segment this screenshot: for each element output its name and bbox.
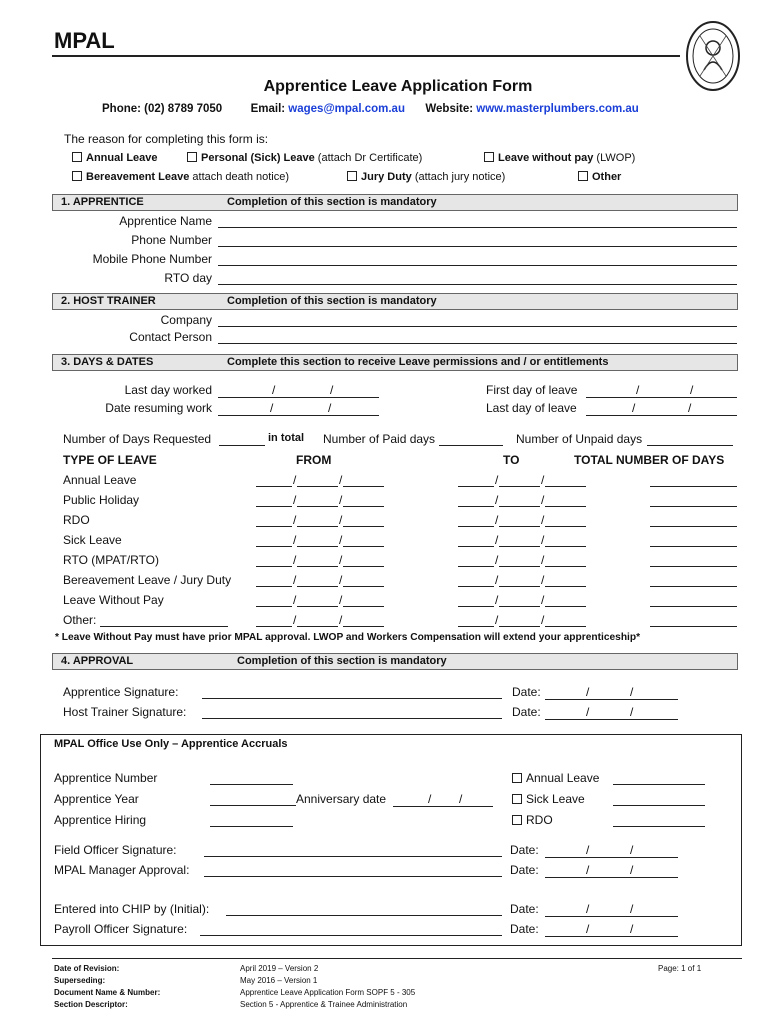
apprentice-name-field[interactable] [218, 227, 737, 228]
apprentice-hiring-field[interactable] [210, 826, 293, 827]
company-label: Company [160, 313, 212, 327]
apprentice-number-label: Apprentice Number [54, 771, 158, 785]
form-title: Apprentice Leave Application Form [263, 78, 533, 95]
section-title: 2. HOST TRAINER [61, 295, 156, 307]
checkbox-icon [347, 171, 357, 181]
reason-annual-label: Annual Leave [86, 152, 158, 164]
section-note: Completion of this section is mandatory [227, 196, 437, 208]
apprentice-number-field[interactable] [210, 784, 293, 785]
payroll-date-label: Date: [510, 922, 539, 936]
phone-number-field[interactable] [218, 246, 737, 247]
chip-date-field[interactable]: / / [545, 902, 678, 917]
apprentice-signature-label: Apprentice Signature: [63, 685, 179, 699]
manager-approval-field[interactable] [204, 876, 502, 877]
leave-total-days-field[interactable] [650, 606, 737, 607]
rto-day-label: RTO day [164, 271, 212, 285]
footer-label-document: Document Name & Number: [54, 988, 161, 997]
accrual-rdo-option[interactable] [512, 813, 553, 827]
accrual-sick-label: Sick Leave [526, 792, 585, 806]
days-requested-field[interactable] [219, 445, 265, 446]
manager-date-field[interactable]: / / [545, 863, 678, 878]
footer-label-section: Section Descriptor: [54, 1000, 128, 1009]
checkbox-icon [187, 152, 197, 162]
reason-intro: The reason for completing this form is: [64, 132, 269, 146]
col-total-days: TOTAL NUMBER OF DAYS [574, 453, 725, 467]
leave-to-date-field[interactable]: / / [458, 533, 586, 547]
anniversary-date-field[interactable]: / / [393, 792, 493, 807]
website-link[interactable]: www.masterplumbers.com.au [476, 103, 639, 115]
paid-days-field[interactable] [439, 445, 503, 446]
manager-date-label: Date: [510, 863, 539, 877]
leave-from-date-field[interactable]: / / [256, 533, 384, 547]
mobile-phone-label: Mobile Phone Number [92, 252, 212, 266]
leave-from-date-field[interactable]: / / [256, 573, 384, 587]
leave-total-days-field[interactable] [650, 486, 737, 487]
office-use-title: MPAL Office Use Only – Apprentice Accruals [54, 738, 288, 750]
checkbox-icon [72, 171, 82, 181]
checkbox-icon [72, 152, 82, 162]
reason-jury-note: (attach jury notice) [414, 171, 506, 183]
leave-type-label: Leave Without Pay [63, 593, 164, 607]
leave-from-date-field[interactable]: / / [256, 513, 384, 527]
reason-annual-option[interactable] [72, 152, 158, 164]
last-day-worked-date-field[interactable]: / / [218, 383, 379, 398]
footer-value-superseding: May 2016 – Version 1 [240, 976, 318, 985]
field-officer-signature-label: Field Officer Signature: [54, 843, 177, 857]
leave-from-date-field[interactable]: / / [256, 553, 384, 567]
apprentice-signature-field[interactable] [202, 698, 502, 699]
leave-to-date-field[interactable]: / / [458, 593, 586, 607]
footer-labels [54, 963, 160, 1011]
footer-label-superseding: Superseding: [54, 976, 106, 985]
section-days-dates-header [52, 354, 738, 371]
in-total-label: in total [268, 432, 305, 444]
leave-to-date-field[interactable]: / / [458, 553, 586, 567]
reason-bereavement-note: attach death notice) [192, 171, 290, 183]
email-label: Email: [250, 103, 286, 115]
section-title: 4. APPROVAL [61, 655, 134, 667]
footer-value-document: Apprentice Leave Application Form SOPF 5 - 305 [240, 988, 416, 997]
accrual-annual-label: Annual Leave [526, 771, 600, 785]
chip-date-label: Date: [510, 902, 539, 916]
phone-text: Phone: (02) 8789 7050 [102, 103, 223, 115]
manager-approval-label: MPAL Manager Approval: [54, 863, 190, 877]
header-rule [52, 55, 680, 57]
footer-page-number: Page: 1 of 1 [658, 964, 702, 973]
section-note: Complete this section to receive Leave permissions and / or entitlements [227, 356, 609, 368]
leave-from-date-field[interactable]: / / [256, 473, 384, 487]
apprentice-sig-date-label: Date: [512, 685, 541, 699]
reason-jury-option[interactable] [347, 171, 505, 183]
field-officer-date-label: Date: [510, 843, 539, 857]
unpaid-days-label: Number of Unpaid days [516, 432, 643, 446]
leave-total-days-field[interactable] [650, 626, 737, 627]
apprentice-hiring-label: Apprentice Hiring [54, 813, 147, 827]
payroll-signature-label: Payroll Officer Signature: [54, 922, 188, 936]
footer-label-revision: Date of Revision: [54, 964, 120, 973]
reason-personal-option[interactable] [187, 152, 422, 164]
checkbox-icon [512, 794, 522, 804]
col-to: TO [503, 453, 520, 467]
first-day-leave-date-field[interactable]: / / [586, 383, 737, 398]
section-host-trainer-header [52, 293, 738, 310]
leave-type-label: Bereavement Leave / Jury Duty [63, 573, 232, 587]
host-sig-date-field[interactable]: / / [545, 705, 678, 720]
lwop-footnote: * Leave Without Pay must have prior MPAL approval. LWOP and Workers Compensation will extend your apprenticeship* [55, 632, 641, 643]
section-approval-header [52, 653, 738, 670]
leave-to-date-field[interactable]: / / [458, 493, 586, 507]
contact-person-field[interactable] [218, 343, 737, 344]
other-leave-type-field[interactable] [100, 626, 228, 627]
leave-total-days-field[interactable] [650, 586, 737, 587]
unpaid-days-field[interactable] [647, 445, 733, 446]
payroll-signature-field[interactable] [200, 935, 502, 936]
website-label: Website: [425, 103, 474, 115]
first-day-leave-label: First day of leave [486, 383, 578, 397]
leave-type-label: Sick Leave [63, 533, 122, 547]
col-type-of-leave: TYPE OF LEAVE [63, 453, 157, 467]
paid-days-label: Number of Paid days [323, 432, 436, 446]
reason-personal-label: Personal (Sick) Leave [201, 152, 315, 164]
reason-bereavement-option[interactable] [72, 171, 289, 183]
leave-type-label: Other: [63, 613, 97, 627]
accrual-rdo-label: RDO [526, 813, 553, 827]
apprentice-year-field[interactable] [210, 805, 296, 806]
reason-lwop-label: Leave without pay [498, 152, 594, 164]
reason-lwop-note: (LWOP) [596, 152, 636, 164]
email-link[interactable]: wages@mpal.com.au [288, 103, 405, 115]
leave-type-label: RTO (MPAT/RTO) [63, 553, 160, 567]
reason-personal-note: (attach Dr Certificate) [317, 152, 423, 164]
anniversary-date-label: Anniversary date [296, 792, 387, 806]
leave-total-days-field[interactable] [650, 526, 737, 527]
chip-entry-label: Entered into CHIP by (Initial): [54, 902, 210, 916]
leave-to-date-field[interactable]: / / [458, 613, 586, 627]
host-trainer-signature-label: Host Trainer Signature: [63, 705, 187, 719]
reason-other-option[interactable] [578, 171, 621, 183]
leave-total-days-field[interactable] [650, 546, 737, 547]
leave-total-days-field[interactable] [650, 566, 737, 567]
leave-total-days-field[interactable] [650, 506, 737, 507]
reason-lwop-option[interactable] [484, 152, 635, 164]
leave-to-date-field[interactable]: / / [458, 573, 586, 587]
mobile-phone-field[interactable] [218, 265, 737, 266]
apprentice-name-label: Apprentice Name [119, 214, 212, 228]
reason-other-label: Other [592, 171, 622, 183]
accrual-sick-field[interactable] [613, 805, 705, 806]
contact-person-label: Contact Person [129, 330, 212, 344]
footer-value-section: Section 5 - Apprentice & Trainee Administration [240, 1000, 408, 1009]
date-resuming-date-field[interactable]: / / [218, 401, 379, 416]
accrual-annual-field[interactable] [613, 784, 705, 785]
contact-line [102, 103, 639, 115]
leave-to-date-field[interactable]: / / [458, 473, 586, 487]
section-note: Completion of this section is mandatory [237, 655, 447, 667]
section-apprentice-header [52, 194, 738, 211]
apprentice-year-label: Apprentice Year [54, 792, 139, 806]
days-requested-label: Number of Days Requested [63, 432, 212, 446]
leave-type-label: Annual Leave [63, 473, 137, 487]
footer-value-revision: April 2019 – Version 2 [240, 964, 319, 973]
field-officer-date-field[interactable]: / / [545, 843, 678, 858]
accrual-sick-option[interactable] [512, 792, 585, 806]
reason-bereavement-label: Bereavement Leave [86, 171, 190, 183]
last-day-leave-date-field[interactable]: / / [586, 401, 737, 416]
checkbox-icon [512, 815, 522, 825]
apprentice-sig-date-field[interactable]: / / [545, 685, 678, 700]
checkbox-icon [578, 171, 588, 181]
leave-from-date-field[interactable]: / / [256, 493, 384, 507]
footer-values [240, 963, 415, 1011]
leave-from-date-field[interactable]: / / [256, 593, 384, 607]
host-sig-date-label: Date: [512, 705, 541, 719]
leave-type-label: RDO [63, 513, 90, 527]
col-from: FROM [296, 453, 332, 467]
last-day-leave-label: Last day of leave [486, 401, 577, 415]
rto-day-field[interactable] [218, 284, 737, 285]
org-name: MPAL [54, 28, 115, 53]
phone-number-label: Phone Number [131, 233, 212, 247]
payroll-date-field[interactable]: / / [545, 922, 678, 937]
section-title: 3. DAYS & DATES [61, 356, 154, 368]
accrual-rdo-field[interactable] [613, 826, 705, 827]
last-day-worked-label: Last day worked [124, 383, 212, 397]
section-title: 1. APPRENTICE [61, 196, 144, 208]
checkbox-icon [484, 152, 494, 162]
host-trainer-signature-field[interactable] [202, 718, 502, 719]
company-field[interactable] [218, 326, 737, 327]
reason-jury-label: Jury Duty [361, 171, 412, 183]
section-note: Completion of this section is mandatory [227, 295, 437, 307]
checkbox-icon [512, 773, 522, 783]
leave-to-date-field[interactable]: / / [458, 513, 586, 527]
accrual-annual-option[interactable] [512, 771, 599, 785]
leave-from-date-field[interactable]: / / [256, 613, 384, 627]
date-resuming-label: Date resuming work [105, 401, 212, 415]
chip-entry-field[interactable] [226, 915, 502, 916]
field-officer-signature-field[interactable] [204, 856, 502, 857]
footer-rule [52, 958, 742, 959]
leave-type-label: Public Holiday [63, 493, 140, 507]
